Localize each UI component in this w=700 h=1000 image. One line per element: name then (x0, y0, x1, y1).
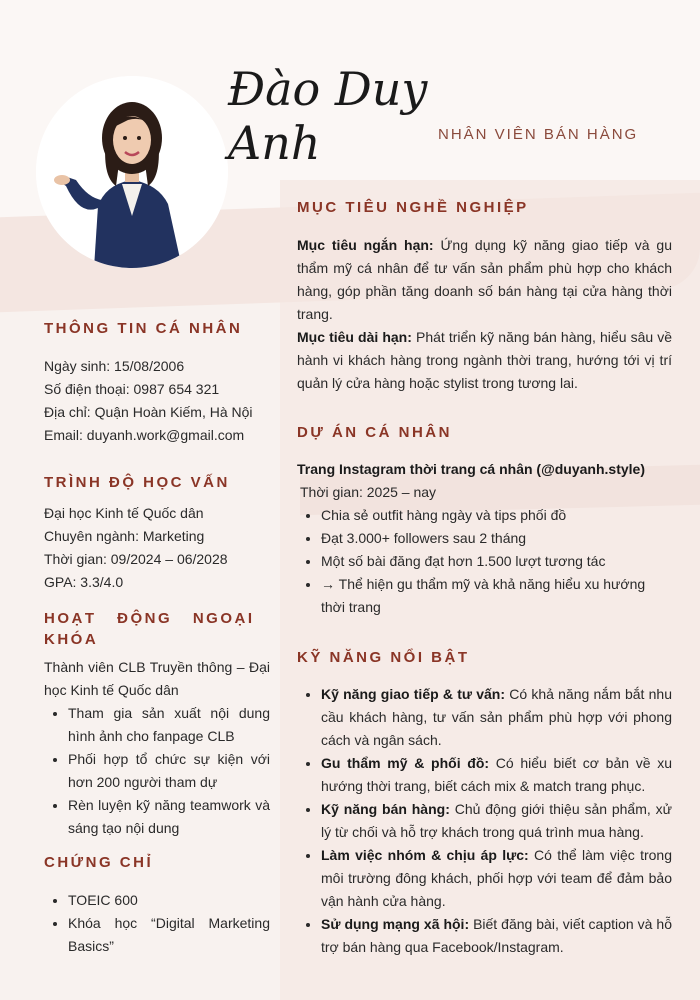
list-item: • Rèn luyện kỹ năng teamwork và sáng tạo nội dung (68, 794, 270, 840)
education-info (44, 502, 274, 594)
activities-list (44, 702, 270, 840)
list-item: • TOEIC 600 (68, 889, 270, 912)
list-item: • Kỹ năng giao tiếp & tư vấn: Có khả năng nắm bắt nhu cầu khách hàng, tư vấn sản phẩm phù hợp với phong cách và ngân sách. (321, 683, 672, 752)
avatar (36, 76, 228, 268)
list-item: • Làm việc nhóm & chịu áp lực: Có thể làm việc trong môi trường đông khách, phối hợp với team để đảm bảo vận hành cửa hàng. (321, 844, 672, 913)
list-item: • Gu thẩm mỹ & phối đồ: Có hiểu biết cơ bản về xu hướng thời trang, biết cách mix & match trang phục. (321, 752, 672, 798)
short-term-goal: Mục tiêu ngắn hạn: Ứng dụng kỹ năng giao tiếp và gu thẩm mỹ cá nhân để tư vấn sản phẩm phù hợp cho khách hàng, góp phần tăng doanh số bán hàng tại cửa hàng thời trang. (297, 237, 672, 322)
list-item: • Sử dụng mạng xã hội: Biết đăng bài, viết caption và hỗ trợ bán hàng qua Facebook/Instagram. (321, 913, 672, 959)
skills-info (297, 683, 672, 959)
project-time: Thời gian: 2025 – nay (300, 484, 437, 500)
list-item: • Kỹ năng bán hàng: Chủ động giới thiệu sản phẩm, xử lý từ chối và hỗ trợ khách trong quá trình mua hàng. (321, 798, 672, 844)
section-title-project: DỰ ÁN CÁ NHÂN (297, 424, 452, 441)
job-title: NHÂN VIÊN BÁN HÀNG (438, 126, 639, 143)
project-name: Trang Instagram thời trang cá nhân (@duyanh.style) (297, 461, 645, 477)
section-title-skills: KỸ NĂNG NỔI BẬT (297, 649, 470, 666)
section-title-objective: MỤC TIÊU NGHỀ NGHIỆP (297, 199, 529, 216)
study-period: Thời gian: 09/2024 – 06/2028 (44, 551, 228, 567)
person-photo-icon (36, 76, 228, 268)
section-title-certificates: CHỨNG CHỈ (44, 854, 154, 871)
project-list (297, 504, 672, 619)
list-item: • Một số bài đăng đạt hơn 1.500 lượt tương tác (321, 550, 672, 573)
club-membership: Thành viên CLB Truyền thông – Đại học Kinh tế Quốc dân (44, 659, 270, 698)
activities-info (44, 656, 270, 840)
objective-info (297, 234, 672, 395)
certificates-list (44, 889, 270, 958)
certificates-info (44, 889, 270, 958)
list-item: • Phối hợp tổ chức sự kiện với hơn 200 người tham dự (68, 748, 270, 794)
major: Chuyên ngành: Marketing (44, 528, 205, 544)
address: Địa chỉ: Quận Hoàn Kiếm, Hà Nội (44, 404, 253, 420)
list-item: • → Thể hiện gu thẩm mỹ và khả năng hiểu xu hướng thời trang (321, 573, 672, 619)
list-item: • Đạt 3.000+ followers sau 2 tháng (321, 527, 672, 550)
section-title-personal: THÔNG TIN CÁ NHÂN (44, 320, 243, 337)
phone: Số điện thoại: 0987 654 321 (44, 381, 220, 397)
personal-info (44, 355, 274, 447)
skills-list (297, 683, 672, 959)
list-item: • Khóa học “Digital Marketing Basics” (68, 912, 270, 958)
candidate-name: Đào Duy Anh (228, 62, 428, 170)
birthdate: Ngày sinh: 15/08/2006 (44, 358, 185, 374)
long-term-goal: Mục tiêu dài hạn: Phát triển kỹ năng bán hàng, hiểu sâu về hành vi khách hàng trong ngành thời trang, hướng tới vị trí quản lý cửa hàng hoặc stylist trong tương lai. (297, 329, 672, 391)
list-item: • Chia sẻ outfit hàng ngày và tips phối đồ (321, 504, 672, 527)
gpa: GPA: 3.3/4.0 (44, 574, 124, 590)
section-title-activities: HOẠT ĐỘNG NGOẠI KHÓA (44, 610, 255, 648)
email: Email: duyanh.work@gmail.com (44, 427, 245, 443)
list-item: • Tham gia sản xuất nội dung hình ảnh cho fanpage CLB (68, 702, 270, 748)
project-info (297, 458, 672, 619)
university: Đại học Kinh tế Quốc dân (44, 505, 204, 521)
section-title-education: TRÌNH ĐỘ HỌC VẤN (44, 474, 230, 491)
